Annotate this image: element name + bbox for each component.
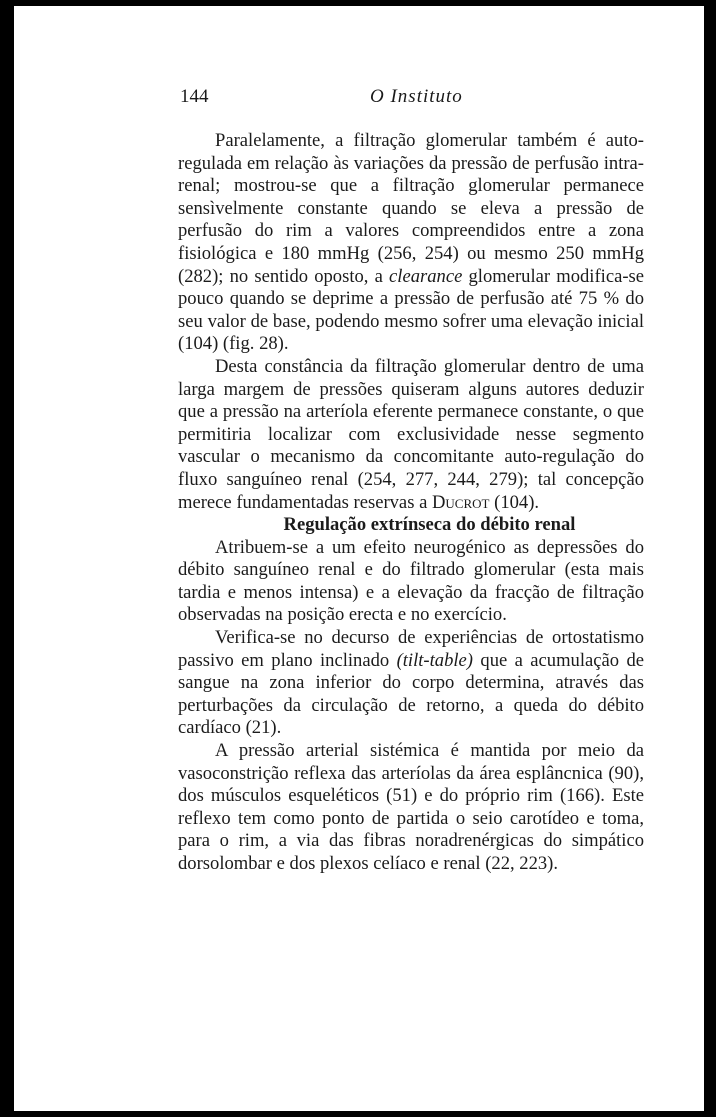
running-title: O Instituto: [370, 86, 463, 107]
author-name: Ducrot: [431, 491, 490, 513]
paragraph: [178, 130, 644, 356]
italic-term: (tilt-table): [396, 649, 473, 671]
paragraph-text: Desta constância da filtração glomerular dentro de uma larga margem de pressões quiseram alguns autores deduzir que a pressão na arteríola eferente permanece constante, o que permitiria localizar com exclusividade nesse segmento vascular o mecanismo da concomitante auto-regulação do fluxo sanguíneo renal (254, 277, 244, 279); tal concepção merece fundamentadas reservas a: [178, 355, 644, 513]
section-heading: Regulação extrínseca do débito renal: [283, 514, 576, 536]
paragraph-text: Verifica-se no decurso de experiências de ortostatismo passivo em plano inclinado: [178, 627, 644, 671]
paragraph: [178, 537, 644, 627]
body-text: [178, 130, 644, 876]
paragraph-text: Paralelamente, a filtração glomerular também é auto-regulada em relação às variações da pressão de perfusão intra-renal; mostrou-se que a filtração glomerular permanece sensìvelmente constante quando se eleva a pressão de perfusão do rim a valores compreendidos entre a zona fisiológica e 180 mmHg (256, 254) ou mesmo 250 mmHg (282); no sentido oposto, a: [178, 130, 644, 287]
page-header: [180, 86, 640, 112]
paragraph-text: (104).: [489, 491, 540, 513]
page-number: 144: [180, 86, 209, 107]
paragraph: [178, 356, 644, 514]
paragraph: [178, 627, 644, 740]
paragraph-text: que a acumulação de sangue na zona inferior do corpo determina, através das perturbações da circulação de retorno, a queda do débito cardíaco (21).: [178, 649, 645, 739]
italic-term: clearance: [389, 265, 463, 287]
paragraph-text: Atribuem-se a um efeito neurogénico as depressões do débito sanguíneo renal e do filtrado glomerular (esta mais tardia e menos intensa) e a elevação da fracção de filtração observadas na posição erecta e no exercício.: [178, 536, 644, 626]
paragraph: [178, 740, 644, 876]
paragraph-text: glomerular modifica-se pouco quando se deprime a pressão de perfusão até 75 % do seu valor de base, podendo mesmo sofrer uma elevação inicial (104) (fig. 28).: [178, 265, 644, 355]
paragraph-text: A pressão arterial sistémica é mantida por meio da vasoconstrição reflexa das arteríolas da área esplâncnica (90), dos músculos esqueléticos (51) e do próprio rim (166). Este reflexo tem como ponto de partida o seio carotídeo e toma, para o rim, a via das fibras noradrenérgicas do simpático dorsolombar e dos plexos celíaco e renal (22, 223).: [178, 740, 644, 874]
